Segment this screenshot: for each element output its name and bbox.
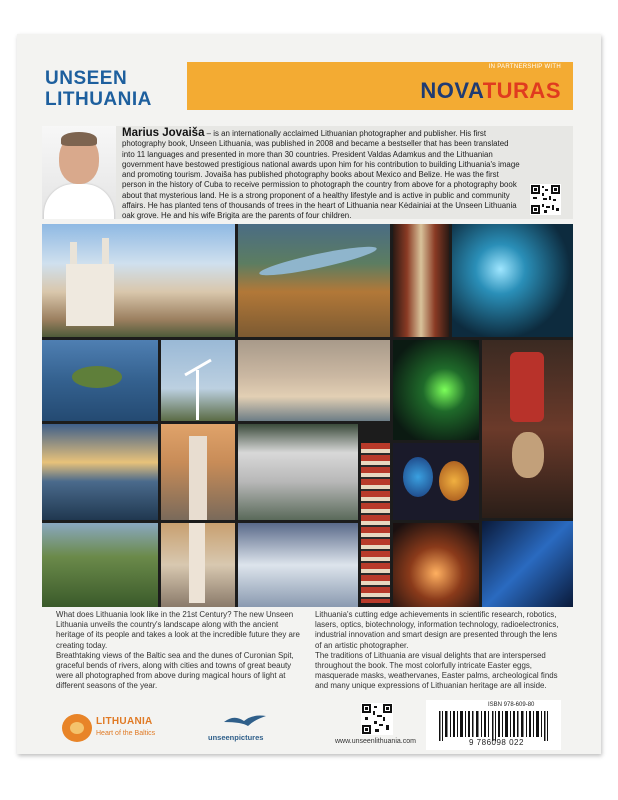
photo-green-laser [393, 340, 479, 440]
photo-blue-light [482, 521, 573, 607]
lithuania-badge-icon [62, 714, 92, 742]
lithuania-logo-subtitle: Heart of the Baltics [96, 730, 156, 737]
brand-part-b: TURAS [482, 78, 561, 103]
cover-header [17, 34, 601, 110]
bio-body: – is an internationally acclaimed Lithuanian photographer and publisher. His first photography book, Unseen Lithuania, was published in 2008 and became a bestseller that has been translated into 11 languages and presented in more than 30 countries. President Valdas Adamkus and the Lithuanian government have bestowed prestigious national awards upon him for his contribution to building Lithuania's image and promoting tourism. Jovaiša has published photography books about Mexico and Belize. He was the first person in the history of Cuba to receive permission to photograph the country from above for a photography book about that mysterious land. He is a strong proponent of a healthy lifestyle and is active in public and community affairs. He has planted tens of thousands of trees in the heart of Lithuania near Kėdainiai at the Unseen Lithuania oak grove. He and his wife Brigita are the parents of four children. [122, 129, 520, 221]
photo-easter-eggs [393, 443, 479, 520]
unseenpictures-label: unseenpictures [208, 733, 264, 742]
photo-river-aerial [238, 224, 390, 337]
photo-lantern [393, 523, 479, 607]
photo-laser-tech [452, 224, 573, 337]
bio-text [122, 128, 522, 222]
bird-logo-icon [222, 712, 268, 730]
title-line-2: LITHUANIA [45, 89, 152, 110]
photo-curonian-dunes [238, 340, 390, 421]
photo-vilnius-church [42, 224, 235, 337]
isbn-label: ISBN 978-609-80 [488, 702, 535, 708]
author-name: Marius Jovaiša [122, 127, 205, 139]
photo-church-tower [161, 424, 235, 520]
book-title [45, 68, 152, 110]
photo-sunset-lake [42, 424, 158, 520]
author-portrait [42, 126, 116, 219]
author-bio [42, 126, 573, 219]
photo-amber-ornament [393, 224, 449, 337]
novaturas-logo [420, 78, 561, 104]
photo-lake-island [42, 340, 158, 421]
description-right [315, 610, 561, 692]
partner-banner [187, 62, 573, 110]
photo-winter-manor [238, 523, 358, 607]
qr-code-icon [530, 184, 561, 215]
barcode-icon [437, 711, 555, 741]
description-left [56, 610, 305, 692]
photo-green-hill [42, 523, 158, 607]
ean-number: 9 786098 022 [469, 738, 524, 747]
photo-wind-turbine [161, 340, 235, 421]
description-left-p1: What does Lithuania look like in the 21st Century? The new Unseen Lithuania unveils the country's landscape along with the ancient heritage of its people and takes a look at the incredible future they are creating today. [56, 610, 300, 650]
description-right-p2: The traditions of Lithuania are visual delights that are interspersed throughout the book. The most colorfully intricate Easter eggs, masquerade masks, weathervanes, Easter palms, archeological finds and many unique expressions of Lithuanian heritage are all inside. [315, 650, 558, 691]
lithuania-logo-title: LITHUANIA [96, 716, 153, 727]
website-url: www.unseenlithuania.com [335, 738, 416, 745]
photo-collage [42, 224, 573, 607]
description-left-p2: Breathtaking views of the Baltic sea and the dunes of Curonian Spit, graceful bends of rivers, along with cities and towns of great beauty were all photographed from above during magical hours of light at different seasons of the year. [56, 650, 294, 691]
footer-qr-code-icon [361, 703, 393, 735]
description-right-p1: Lithuania's cutting edge achievements in scientific research, robotics, lasers, optics, biotechnology, information technology, radioelectronics, industrial innovation and smart design are presented through the lens of an artistic photographer. [315, 610, 559, 650]
title-line-1: UNSEEN [45, 68, 128, 89]
brand-part-a: NOVA [420, 78, 483, 103]
partner-label: IN PARTNERSHIP WITH [488, 64, 561, 70]
photo-tower-church [161, 523, 235, 607]
photo-woven-sash [361, 443, 390, 603]
photo-masquerade-mask [482, 340, 573, 518]
photo-modern-building [238, 424, 358, 520]
